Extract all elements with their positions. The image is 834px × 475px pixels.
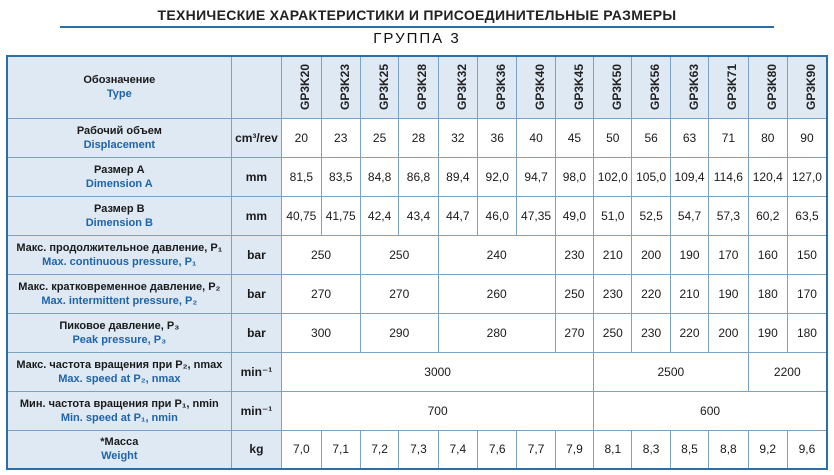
model-label: GP3K80 bbox=[764, 64, 779, 111]
table-cell: 60,2 bbox=[748, 196, 787, 235]
table-cell: 230 bbox=[632, 313, 670, 352]
page-subtitle: ГРУППА 3 bbox=[373, 30, 461, 47]
table-cell: 240 bbox=[438, 235, 555, 274]
table-cell: 8,1 bbox=[594, 430, 632, 469]
row-label-en: Max. speed at P₂, nmax bbox=[58, 372, 181, 385]
table-cell: 7,7 bbox=[517, 430, 555, 469]
row-unit: bar bbox=[231, 235, 281, 274]
table-cell: 250 bbox=[282, 235, 361, 274]
table-cell: 81,5 bbox=[282, 157, 321, 196]
table-row bbox=[7, 235, 827, 274]
title-underline bbox=[60, 26, 774, 28]
row-label-ru: Размер А bbox=[94, 163, 145, 176]
row-unit: bar bbox=[231, 274, 281, 313]
row-unit: mm bbox=[231, 157, 281, 196]
row-label-en: Max. intermittent pressure, P₂ bbox=[41, 294, 198, 307]
type-header bbox=[7, 56, 231, 118]
table-cell: 8,5 bbox=[670, 430, 708, 469]
row-label-en: Dimension A bbox=[85, 177, 153, 190]
model-label: GP3K36 bbox=[494, 64, 509, 111]
page-title: ТЕХНИЧЕСКИЕ ХАРАКТЕРИСТИКИ И ПРИСОЕДИНИТЕЛЬНЫЕ РАЗМЕРЫ bbox=[157, 7, 677, 23]
table-cell: 190 bbox=[748, 313, 787, 352]
table-cell: 230 bbox=[594, 274, 632, 313]
table-cell: 180 bbox=[748, 274, 787, 313]
type-header-en: Type bbox=[106, 88, 132, 101]
row-unit: cm³/rev bbox=[231, 118, 281, 157]
table-cell: 52,5 bbox=[632, 196, 670, 235]
table-cell: 54,7 bbox=[670, 196, 708, 235]
table-row bbox=[7, 391, 827, 430]
table-cell: 190 bbox=[709, 274, 748, 313]
model-label: GP3K23 bbox=[337, 64, 352, 111]
table-cell: 42,4 bbox=[360, 196, 398, 235]
model-header-gp3k28 bbox=[399, 56, 438, 118]
table-row bbox=[7, 118, 827, 157]
table-cell: 86,8 bbox=[399, 157, 438, 196]
model-label: GP3K32 bbox=[454, 64, 469, 111]
table-cell: 7,9 bbox=[555, 430, 593, 469]
row-label bbox=[7, 391, 231, 430]
row-label-en: Peak pressure, P₃ bbox=[72, 333, 167, 346]
table-cell: 270 bbox=[282, 274, 361, 313]
table-cell: 3000 bbox=[282, 352, 594, 391]
table-cell: 43,4 bbox=[399, 196, 438, 235]
table-cell: 160 bbox=[748, 235, 787, 274]
table-cell: 32 bbox=[438, 118, 477, 157]
table-cell: 20 bbox=[282, 118, 321, 157]
row-label bbox=[7, 274, 231, 313]
table-cell: 109,4 bbox=[670, 157, 708, 196]
model-header-gp3k40 bbox=[517, 56, 555, 118]
model-header-gp3k56 bbox=[632, 56, 670, 118]
table-cell: 2200 bbox=[748, 352, 827, 391]
table-cell: 28 bbox=[399, 118, 438, 157]
model-header-gp3k90 bbox=[787, 56, 827, 118]
table-cell: 105,0 bbox=[632, 157, 670, 196]
table-cell: 127,0 bbox=[787, 157, 827, 196]
model-header-gp3k23 bbox=[321, 56, 360, 118]
unit-header bbox=[231, 56, 281, 118]
model-label: GP3K40 bbox=[533, 64, 548, 111]
table-cell: 300 bbox=[282, 313, 361, 352]
table-cell: 7,2 bbox=[360, 430, 398, 469]
table-row bbox=[7, 196, 827, 235]
table-cell: 90 bbox=[787, 118, 827, 157]
type-header-ru: Обозначение bbox=[83, 74, 156, 87]
table-cell: 250 bbox=[555, 274, 593, 313]
table-cell: 7,3 bbox=[399, 430, 438, 469]
table-cell: 23 bbox=[321, 118, 360, 157]
table-cell: 7,1 bbox=[321, 430, 360, 469]
table-cell: 9,2 bbox=[748, 430, 787, 469]
table-cell: 46,0 bbox=[478, 196, 517, 235]
row-label bbox=[7, 157, 231, 196]
table-row bbox=[7, 274, 827, 313]
table-cell: 7,4 bbox=[438, 430, 477, 469]
row-label-ru: Рабочий объем bbox=[76, 124, 162, 137]
table-cell: 250 bbox=[360, 235, 438, 274]
model-header-gp3k71 bbox=[709, 56, 748, 118]
spec-table bbox=[6, 55, 828, 470]
model-label: GP3K28 bbox=[415, 64, 430, 111]
table-header-row bbox=[7, 56, 827, 118]
row-unit: mm bbox=[231, 196, 281, 235]
table-cell: 290 bbox=[360, 313, 438, 352]
table-cell: 25 bbox=[360, 118, 398, 157]
table-cell: 114,6 bbox=[709, 157, 748, 196]
row-label-ru: Макс. кратковременное давление, P₂ bbox=[18, 280, 221, 293]
row-label bbox=[7, 430, 231, 469]
table-cell: 250 bbox=[594, 313, 632, 352]
table-cell: 7,6 bbox=[478, 430, 517, 469]
row-label bbox=[7, 235, 231, 274]
table-cell: 98,0 bbox=[555, 157, 593, 196]
table-row bbox=[7, 313, 827, 352]
table-cell: 40,75 bbox=[282, 196, 321, 235]
row-label bbox=[7, 313, 231, 352]
row-label-en: Max. continuous pressure, P₁ bbox=[42, 255, 197, 268]
table-cell: 83,5 bbox=[321, 157, 360, 196]
row-label bbox=[7, 118, 231, 157]
table-cell: 40 bbox=[517, 118, 555, 157]
table-cell: 210 bbox=[670, 274, 708, 313]
table-cell: 36 bbox=[478, 118, 517, 157]
table-cell: 2500 bbox=[594, 352, 748, 391]
table-cell: 280 bbox=[438, 313, 555, 352]
table-cell: 120,4 bbox=[748, 157, 787, 196]
table-cell: 200 bbox=[632, 235, 670, 274]
table-cell: 50 bbox=[594, 118, 632, 157]
model-header-gp3k36 bbox=[478, 56, 517, 118]
model-label: GP3K56 bbox=[648, 64, 663, 111]
model-label: GP3K90 bbox=[803, 64, 818, 111]
table-cell: 94,7 bbox=[517, 157, 555, 196]
model-header-gp3k32 bbox=[438, 56, 477, 118]
table-cell: 8,8 bbox=[709, 430, 748, 469]
row-label bbox=[7, 196, 231, 235]
model-header-gp3k63 bbox=[670, 56, 708, 118]
table-cell: 270 bbox=[360, 274, 438, 313]
model-header-gp3k25 bbox=[360, 56, 398, 118]
table-cell: 700 bbox=[282, 391, 594, 430]
row-label-ru: *Масса bbox=[100, 436, 139, 449]
table-cell: 57,3 bbox=[709, 196, 748, 235]
table-cell: 150 bbox=[787, 235, 827, 274]
table-cell: 220 bbox=[632, 274, 670, 313]
row-label-ru: Макс. продолжительное давление, P₁ bbox=[16, 241, 223, 254]
table-cell: 71 bbox=[709, 118, 748, 157]
table-cell: 8,3 bbox=[632, 430, 670, 469]
row-unit: min⁻¹ bbox=[231, 391, 281, 430]
row-unit: bar bbox=[231, 313, 281, 352]
table-cell: 200 bbox=[709, 313, 748, 352]
table-cell: 210 bbox=[594, 235, 632, 274]
table-cell: 92,0 bbox=[478, 157, 517, 196]
table-cell: 180 bbox=[787, 313, 827, 352]
table-cell: 600 bbox=[594, 391, 827, 430]
table-cell: 190 bbox=[670, 235, 708, 274]
model-label: GP3K20 bbox=[298, 64, 313, 111]
row-label-ru: Пиковое давление, P₃ bbox=[59, 319, 180, 332]
table-cell: 45 bbox=[555, 118, 593, 157]
table-cell: 220 bbox=[670, 313, 708, 352]
model-header-gp3k45 bbox=[555, 56, 593, 118]
model-label: GP3K45 bbox=[571, 64, 586, 111]
table-cell: 170 bbox=[787, 274, 827, 313]
table-cell: 41,75 bbox=[321, 196, 360, 235]
model-label: GP3K50 bbox=[610, 64, 625, 111]
model-header-gp3k20 bbox=[282, 56, 321, 118]
row-label-ru: Мин. частота вращения при P₁, nmin bbox=[19, 397, 219, 410]
table-row bbox=[7, 430, 827, 469]
table-cell: 51,0 bbox=[594, 196, 632, 235]
table-cell: 260 bbox=[438, 274, 555, 313]
table-cell: 49,0 bbox=[555, 196, 593, 235]
table-cell: 47,35 bbox=[517, 196, 555, 235]
row-label-en: Min. speed at P₁, nmin bbox=[60, 411, 178, 424]
row-label-en: Displacement bbox=[83, 138, 156, 151]
table-cell: 80 bbox=[748, 118, 787, 157]
table-cell: 230 bbox=[555, 235, 593, 274]
model-header-gp3k80 bbox=[748, 56, 787, 118]
model-label: GP3K63 bbox=[686, 64, 701, 111]
row-label-en: Dimension B bbox=[85, 216, 153, 229]
table-cell: 84,8 bbox=[360, 157, 398, 196]
row-unit: min⁻¹ bbox=[231, 352, 281, 391]
table-cell: 9,6 bbox=[787, 430, 827, 469]
table-cell: 44,7 bbox=[438, 196, 477, 235]
table-cell: 270 bbox=[555, 313, 593, 352]
row-label bbox=[7, 352, 231, 391]
table-cell: 63 bbox=[670, 118, 708, 157]
model-header-gp3k50 bbox=[594, 56, 632, 118]
model-label: GP3K71 bbox=[725, 64, 740, 111]
table-cell: 170 bbox=[709, 235, 748, 274]
table-cell: 89,4 bbox=[438, 157, 477, 196]
model-label: GP3K25 bbox=[376, 64, 391, 111]
row-label-ru: Макс. частота вращения при P₂, nmax bbox=[16, 358, 223, 371]
table-row bbox=[7, 157, 827, 196]
table-cell: 56 bbox=[632, 118, 670, 157]
row-label-ru: Размер В bbox=[94, 202, 145, 215]
table-cell: 7,0 bbox=[282, 430, 321, 469]
row-label-en: Weight bbox=[101, 450, 138, 463]
row-unit: kg bbox=[231, 430, 281, 469]
table-row bbox=[7, 352, 827, 391]
table-cell: 102,0 bbox=[594, 157, 632, 196]
table-cell: 63,5 bbox=[787, 196, 827, 235]
